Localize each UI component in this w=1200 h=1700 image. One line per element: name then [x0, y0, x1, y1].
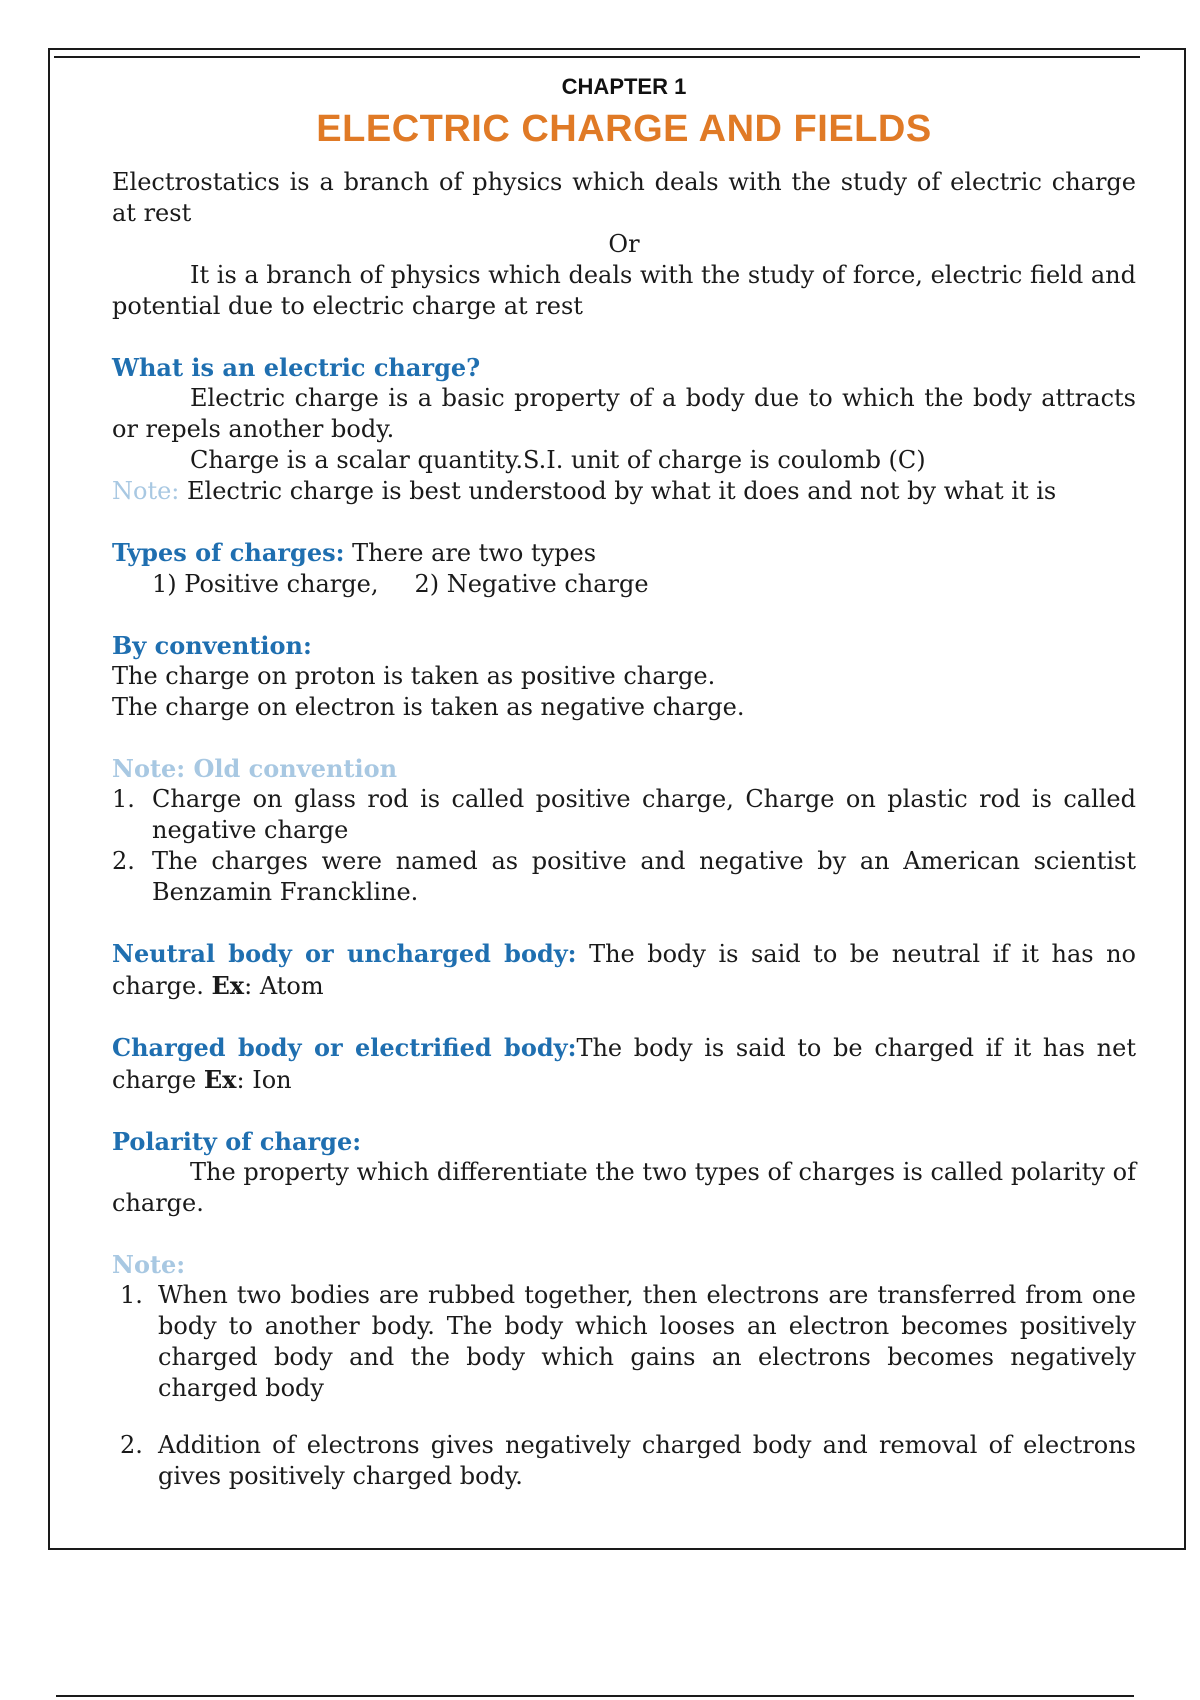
type-negative: 2) Negative charge — [414, 570, 649, 598]
convention-heading: By convention: — [112, 631, 312, 660]
charged-text: The body is said to be charged if it has net charge — [112, 1034, 1136, 1094]
list-item: 2. The charges were named as positive and negative by an American scientist Benzamin Franckline. — [112, 847, 1136, 906]
type-positive: 1) Positive charge, — [152, 570, 379, 598]
neutral-ex-text: : Atom — [244, 972, 324, 1000]
or-separator: Or — [608, 230, 640, 258]
chapter-title: ELECTRIC CHARGE AND FIELDS — [316, 108, 932, 150]
polarity-heading: Polarity of charge: — [112, 1127, 362, 1156]
what-is-charge-heading: What is an electric charge? — [112, 353, 481, 382]
bottom-rule — [56, 1695, 1134, 1697]
neutral-heading: Neutral body or uncharged body: — [112, 939, 577, 968]
types-text: There are two types — [352, 539, 597, 567]
list-item: 1. Charge on glass rod is called positive charge, Charge on plastic rod is called negative charge — [112, 785, 1136, 844]
charge-note-label: Note: — [112, 477, 180, 505]
polarity-text: The property which differentiate the two types of charges is called polarity of charge. — [112, 1158, 1136, 1217]
old-convention-heading: Note: Old convention — [112, 754, 398, 783]
charged-ex-label: Ex — [203, 1065, 237, 1094]
electrostatics-definition: Electrostatics is a branch of physics which deals with the study of electric charge at rest — [112, 168, 1136, 227]
list-item: 2. Addition of electrons gives negatively charged body and removal of electrons gives positively charged body. — [120, 1431, 1136, 1490]
types-of-charges — [112, 537, 1136, 569]
convention-proton: The charge on proton is taken as positive charge. — [112, 662, 716, 690]
charge-unit: Charge is a scalar quantity.S.I. unit of charge is coulomb (C) — [190, 446, 926, 474]
charge-definition: Electric charge is a basic property of a body due to which the body attracts or repels another body. — [112, 384, 1136, 443]
old-convention-list — [112, 784, 1136, 908]
neutral-ex-label: Ex — [211, 971, 245, 1000]
charged-ex-text: : Ion — [236, 1066, 292, 1094]
charged-body — [112, 1032, 1136, 1096]
charge-note — [112, 476, 1136, 507]
final-note-list — [112, 1280, 1136, 1492]
convention-electron: The charge on electron is taken as negative charge. — [112, 693, 745, 721]
chapter-label: CHAPTER 1 — [561, 74, 687, 99]
final-note-heading: Note: — [112, 1250, 186, 1279]
list-item: 1. When two bodies are rubbed together, then electrons are transferred from one body to another body. The body which looses an electron becomes positively charged body and the body which gains an electrons becomes negatively charged body — [120, 1281, 1136, 1402]
types-list — [112, 569, 1136, 600]
page-content — [112, 70, 1136, 1492]
charge-note-text: Electric charge is best understood by what it does and not by what it is — [187, 477, 1057, 505]
neutral-body — [112, 938, 1136, 1002]
types-heading: Types of charges: — [112, 538, 345, 567]
charged-heading: Charged body or electrified body: — [112, 1033, 577, 1062]
neutral-text: The body is said to be neutral if it has no charge. — [112, 940, 1136, 1000]
electrostatics-alt-definition: It is a branch of physics which deals with the study of force, electric field and potential due to electric charge at rest — [112, 261, 1136, 320]
